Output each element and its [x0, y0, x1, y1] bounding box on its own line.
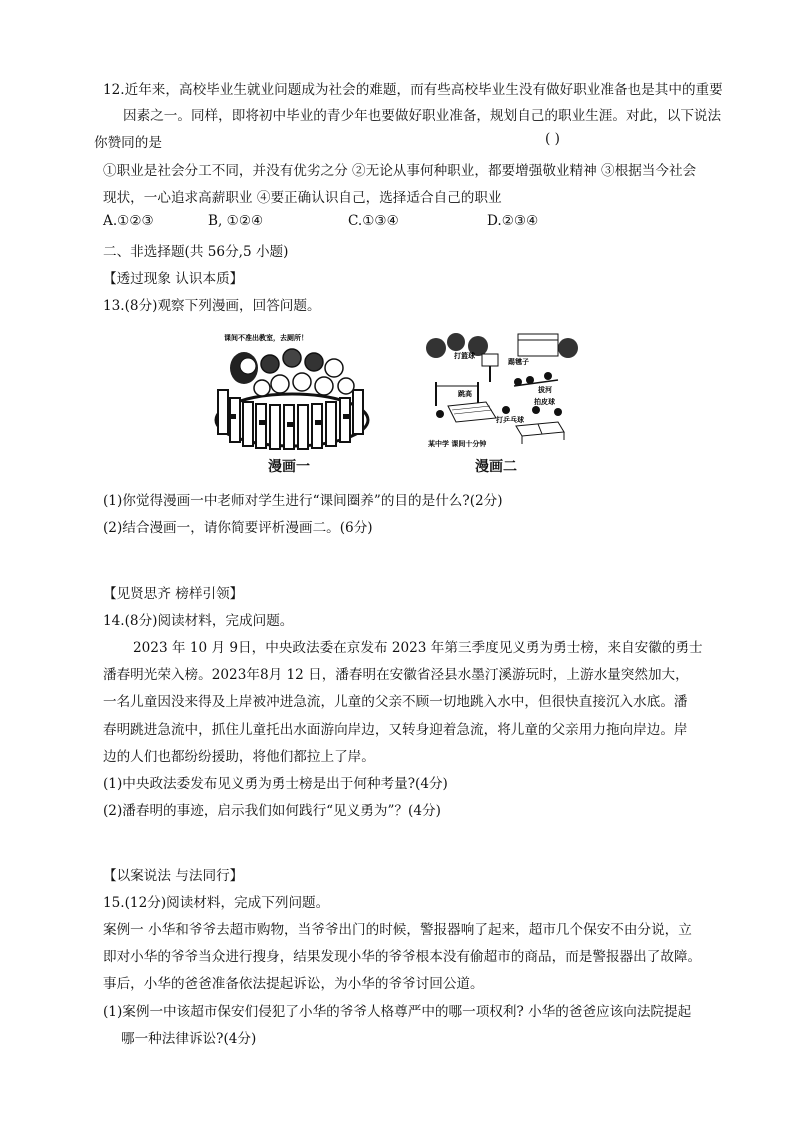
label-shuttlecock: 踢毽子: [508, 358, 529, 366]
option-c: C.①③④: [348, 213, 399, 229]
q14-para-4: 春明跳进急流中，抓住儿童托出水面游向岸边，又转身迎着急流，将儿童的父亲用力拖向岸边。岸: [103, 722, 688, 738]
section-title: 二、非选择题(共 56分,5 小题): [103, 244, 289, 260]
q15-para-3: 事后，小华的爸爸准备依法提起诉讼，为小华的爷爷讨回公道。: [103, 976, 484, 992]
label-bounce-ball: 拍皮球: [534, 398, 555, 406]
cartoon-two: [418, 326, 583, 454]
q15-sub-1a: (1)案例一中该超市保安们侵犯了小华的爷爷人格尊严中的哪一项权利? 小华的爸爸应该向法院提起: [103, 1004, 692, 1020]
q12-line-4: ①职业是社会分工不同，并没有优劣之分 ②无论从事何种职业，都要增强敬业精神 ③根据当今社会: [103, 163, 697, 179]
q12-line-5: 现状，一心追求高薪职业 ④要正确认识自己，选择适合自己的职业: [103, 190, 502, 206]
cartoon2-caption: 漫画二: [475, 459, 517, 475]
cartoon-one: [210, 328, 375, 453]
q13-stem: 13.(8分)观察下列漫画，回答问题。: [103, 298, 321, 314]
q15-sub-1b: 哪一种法律诉讼?(4分): [121, 1031, 257, 1047]
q13-sub-1: (1)你觉得漫画一中老师对学生进行“课间圈养”的目的是什么?(2分): [103, 493, 503, 509]
q12-line-2: 因素之一。同样，即将初中毕业的青少年也要做好职业准备，规划自己的职业生涯。对此，以下说法: [123, 108, 722, 124]
q12-line-1: 12.近年来，高校毕业生就业问题成为社会的难题，而有些高校毕业生没有做好职业准备也是其中的重要: [103, 82, 723, 98]
q14-para-3: 一名儿童因没来得及上岸被冲进急流，儿童的父亲不顾一切地跳入水中，但很快直接沉入水底。潘: [103, 694, 688, 710]
cartoon1-text: 课间不准出教室，去厕所！: [224, 334, 308, 342]
cartoon2-caption-text: 某中学 课间十分钟: [428, 440, 487, 448]
topic-heading-14: 【见贤思齐 榜样引领】: [103, 586, 244, 602]
q14-para-2: 潘春明光荣入榜。2023年8月 12 日，潘春明在安徽省泾县水墨汀溪游玩时，上游水量突然加大，: [103, 667, 689, 683]
label-tug-of-war: 拔河: [538, 386, 552, 394]
q14-para-1: 2023 年 10 月 9日，中央政法委在京发布 2023 年第三季度见义勇为勇士榜，来自安徽的勇士: [133, 640, 703, 656]
label-basketball: 打篮球: [454, 352, 475, 360]
q15-stem: 15.(12分)阅读材料，完成下列问题。: [103, 895, 330, 911]
topic-heading-15: 【以案说法 与法同行】: [103, 868, 244, 884]
cartoon1-caption: 漫画一: [268, 459, 310, 475]
q14-stem: 14.(8分)阅读材料，完成问题。: [103, 613, 294, 629]
q15-para-1: 案例一 小华和爷爷去超市购物，当爷爷出门的时候，警报器响了起来，超市几个保安不由分说，立: [103, 922, 692, 938]
q12-line-3: 你赞同的是: [94, 135, 162, 151]
q14-sub-2: (2)潘春明的事迹，启示我们如何践行“见义勇为”？(4分): [103, 803, 441, 819]
option-b: B, ①②④: [208, 213, 264, 229]
q14-para-5: 边的人们也都纷纷援助，将他们都拉上了岸。: [103, 749, 375, 765]
option-d: D.②③④: [487, 213, 539, 229]
option-a: A.①②③: [103, 213, 154, 229]
q14-sub-1: (1)中央政法委发布见义勇为勇士榜是出于何种考量?(4分): [103, 776, 448, 792]
q15-para-2: 即对小华的爷爷当众进行搜身，结果发现小华的爷爷根本没有偷超市的商品，而是警报器出了故障。: [103, 949, 702, 965]
label-ping-pong: 打乒乓球: [496, 416, 524, 424]
topic-heading-13: 【透过现象 认识本质】: [103, 271, 244, 287]
answer-bracket: ( ): [545, 131, 560, 147]
label-high-jump: 跳高: [458, 390, 472, 398]
q13-sub-2: (2)结合漫画一，请你简要评析漫画二。(6分): [103, 520, 373, 536]
